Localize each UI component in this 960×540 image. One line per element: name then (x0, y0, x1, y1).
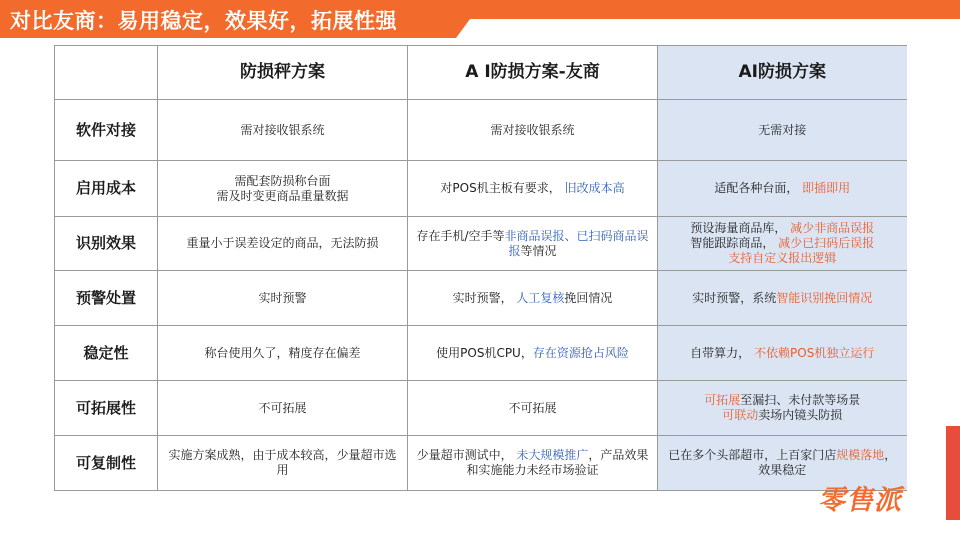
table-row (55, 326, 907, 381)
cell-highlight-text: 减少已扫码后误报 (778, 236, 875, 250)
cell-text: 称台使用久了，精度存在偏差 (158, 326, 408, 381)
title-banner (0, 0, 960, 38)
cell-text: 实时预警 (158, 271, 408, 326)
cell-highlight-text: 旧改成本高 (564, 181, 625, 195)
cell-plain-text: 实时预警，系统 (692, 290, 777, 305)
table-row (55, 436, 907, 491)
table-row (55, 161, 907, 217)
table-row (55, 100, 907, 161)
header-competitor-ai: A I防损方案-友商 (408, 46, 658, 100)
cell-text: 不可拓展 (408, 381, 658, 436)
cell-plain-text: 存在手机/空手等 (416, 228, 505, 243)
cell-plain-text: 适配各种台面， (714, 181, 799, 195)
cell-line: 需及时变更商品重量数据 (216, 188, 349, 203)
cell-line (666, 393, 899, 408)
table-header-row (55, 46, 907, 100)
cell-plain-text: 挽回情况 (564, 290, 613, 305)
cell-text: 不可拓展 (158, 381, 408, 436)
header-empty-cell (55, 46, 158, 100)
cell-mixed (658, 161, 907, 217)
cell-multiline (658, 217, 907, 271)
row-label: 稳定性 (55, 326, 158, 381)
cell-highlight-text: 智能识别挽回情况 (776, 290, 873, 305)
cell-plain-text: ，产品效果和实施能力未经市场验证 (466, 448, 649, 477)
cell-line: 需配套防损称台面 (234, 173, 331, 188)
cell-plain-text: 卖场内镜头防损 (758, 408, 843, 422)
cell-text: 实施方案成熟，由于成本较高，少量超市选用 (158, 436, 408, 491)
cell-multiline (658, 381, 907, 436)
row-label: 预警处置 (55, 271, 158, 326)
cell-highlight-text: 即插即用 (802, 181, 851, 195)
cell-text: 需对接收银系统 (408, 100, 658, 161)
cell-text: 需对接收银系统 (158, 100, 408, 161)
cell-highlight-text: 未大规模推广 (516, 448, 589, 462)
comparison-table (54, 45, 907, 491)
cell-plain-text: 已在多个头部超市，上百家门店 (668, 448, 837, 462)
cell-mixed (658, 326, 907, 381)
table-row (55, 217, 907, 271)
cell-plain-text: 对POS机主板有要求， (440, 181, 561, 195)
cell-line (666, 221, 899, 236)
row-label: 可拓展性 (55, 381, 158, 436)
header-scale-solution: 防损秤方案 (158, 46, 408, 100)
cell-mixed (408, 436, 658, 491)
cell-line (666, 408, 899, 423)
cell-highlight-text: 可联动 (722, 408, 759, 422)
page-title: 对比友商：易用稳定，效果好，拓展性强 (10, 9, 397, 33)
cell-line: 支持自定义报出逻辑 (728, 251, 837, 265)
cell-mixed (408, 161, 658, 217)
cell-highlight-text: 不依赖POS机独立运行 (754, 345, 875, 360)
cell-plain-text: 等情况 (520, 243, 557, 258)
cell-plain-text: 智能跟踪商品， (690, 236, 775, 250)
cell-highlight-text: 非商品误报、已扫码商品误报 (504, 228, 649, 258)
cell-highlight-text: 可拓展 (704, 393, 741, 407)
cell-text: 重量小于误差设定的商品，无法防损 (158, 217, 408, 271)
cell-mixed (658, 271, 907, 326)
cell-plain-text: 实时预警， (452, 290, 513, 305)
cell-mixed (408, 326, 658, 381)
cell-text: 无需对接 (658, 100, 907, 161)
cell-plain-text: 自带算力， (690, 345, 751, 360)
cell-plain-text: 使用POS机CPU， (436, 345, 533, 360)
cell-multiline (158, 161, 408, 217)
table-row (55, 271, 907, 326)
cell-plain-text: 预设海量商品库， (690, 221, 787, 235)
header-our-ai: AI防损方案 (658, 46, 907, 100)
cell-highlight-text: 人工复核 (516, 290, 565, 305)
cell-mixed (408, 271, 658, 326)
cell-plain-text: 至漏扫、未付款等场景 (740, 393, 861, 407)
row-label: 启用成本 (55, 161, 158, 217)
cell-mixed (408, 217, 658, 271)
cell-highlight-text: 规模落地 (836, 448, 885, 462)
row-label: 软件对接 (55, 100, 158, 161)
cell-plain-text: 少量超市测试中， (416, 448, 513, 462)
cell-plain-text: ，效果稳定 (758, 448, 897, 477)
row-label: 可复制性 (55, 436, 158, 491)
row-label: 识别效果 (55, 217, 158, 271)
decorative-side-bar (946, 426, 960, 520)
cell-highlight-text: 存在资源抢占风险 (532, 345, 629, 360)
cell-line (666, 236, 899, 251)
table-row (55, 381, 907, 436)
brand-logo: 零售派 (818, 485, 902, 516)
cell-highlight-text: 减少非商品误报 (790, 221, 875, 235)
